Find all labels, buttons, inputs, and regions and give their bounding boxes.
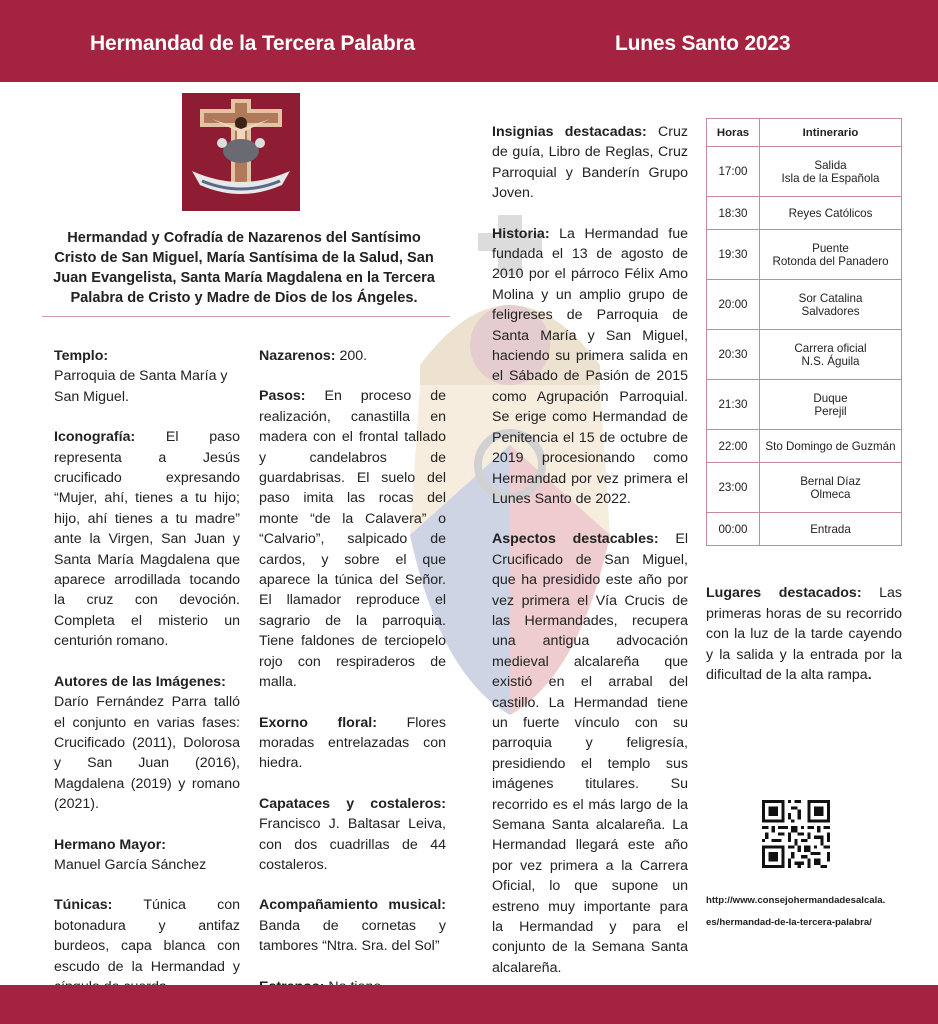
- table-row: [707, 280, 902, 330]
- brotherhood-title: Hermandad de la Tercera Palabra: [90, 32, 415, 55]
- place-line-2: Rotonda del Panadero: [772, 254, 889, 268]
- place-line-1: Sto Domingo de Guzmán: [765, 439, 896, 453]
- row-place: [760, 430, 902, 463]
- tunicas-text: Túnica con botonadura y antifaz burdeos, capa blanca con escudo de la Hermandad y: [54, 897, 240, 975]
- place-line-1: Puente: [812, 241, 849, 255]
- lugares-label: Lugares destacados:: [706, 585, 862, 601]
- place-line-1: Reyes Católicos: [788, 206, 873, 220]
- place-line-2: Salvadores: [801, 304, 860, 318]
- capataces-label: Capataces y costaleros:: [259, 795, 446, 812]
- day-title: Lunes Santo 2023: [615, 32, 791, 55]
- nazarenos-label: Nazarenos:: [259, 348, 336, 364]
- row-time: 20:30: [707, 330, 760, 380]
- table-row: [707, 147, 902, 197]
- row-place: [760, 147, 902, 197]
- place-line-1: Sor Catalina: [798, 291, 863, 305]
- place-line-1: Entrada: [810, 522, 851, 536]
- lugares-end: .: [867, 667, 872, 684]
- website-url[interactable]: [706, 890, 906, 934]
- acompanamiento-text: Banda de cornetas y tambores “Ntra. Sra. del Sol”: [259, 917, 446, 955]
- place-line-2: Olmeca: [810, 487, 851, 501]
- itinerary-header-row: [707, 119, 902, 147]
- tunicas-label: Túnicas:: [54, 897, 113, 914]
- row-place: [760, 463, 902, 513]
- table-row: [707, 513, 902, 546]
- acompanamiento-label: Acompañamiento musical:: [259, 897, 446, 914]
- row-place: [760, 330, 902, 380]
- header-horas: Horas: [707, 119, 760, 147]
- insignias-label: Insignias destacadas:: [492, 124, 647, 140]
- table-row: [707, 197, 902, 230]
- autores-text: Darío Fernández Parra talló el conjunto en varias fases: Crucificado (2011), Dolorosa y San Juan (2016), Magdalena (2019) y romano (2021).: [54, 694, 240, 813]
- exorno-text: Flores moradas entrelazadas con hiedra.: [259, 714, 446, 772]
- header-bar: [0, 0, 938, 82]
- table-row: [707, 230, 902, 280]
- place-line-1: Bernal Díaz: [800, 474, 861, 488]
- iconografia-label: Iconografía:: [54, 429, 136, 446]
- itinerary-table: [706, 118, 902, 546]
- url-line-1[interactable]: http://www.consejohermandadesalcala.: [706, 895, 886, 906]
- lugares-text: Las primeras horas de su recorrido con la luz de la tarde cayendo y la salida y la entrada por la dificultad de la alta rampa: [706, 585, 902, 684]
- place-line-1: Carrera oficial: [794, 341, 867, 355]
- footer-bar: [0, 985, 938, 1024]
- capataces-text: Francisco J. Baltasar Leiva, con dos cuadrillas de 44 costaleros.: [259, 816, 446, 873]
- historia-label: Historia:: [492, 225, 550, 242]
- column-2: [259, 346, 446, 1017]
- nazarenos-text: 200.: [339, 348, 368, 364]
- row-time: 23:00: [707, 463, 760, 513]
- divider: [42, 316, 450, 317]
- hermano-mayor-label: Hermano Mayor:: [54, 836, 166, 853]
- hermano-mayor-text: Manuel García Sánchez: [54, 856, 207, 873]
- row-place: [760, 280, 902, 330]
- place-line-2: N.S. Águila: [801, 354, 860, 368]
- row-time: 20:00: [707, 280, 760, 330]
- pasos-label: Pasos:: [259, 388, 306, 405]
- place-line-1: Salida: [814, 158, 847, 172]
- table-row: [707, 380, 902, 430]
- exorno-label: Exorno floral:: [259, 714, 377, 731]
- iconografia-text: El paso representa a Jesús crucificado expresando “Mujer, ahí, tienes a tu hijo; hijo, ahí tienes a tu madre” ante la Virgen, San Juan y Santa María Magdalena que aparece arrodillada tocando la cruz con devoción. Completa el misterio un centurión romano.: [54, 429, 240, 650]
- lugares-destacados: [706, 583, 902, 686]
- row-time: 21:30: [707, 380, 760, 430]
- row-time: 19:30: [707, 230, 760, 280]
- table-row: [707, 430, 902, 463]
- row-time: 00:00: [707, 513, 760, 546]
- qr-code-icon[interactable]: [762, 800, 830, 868]
- column-3: [492, 122, 688, 998]
- crucifix-emblem-icon: [182, 93, 300, 211]
- brotherhood-full-name: Hermandad y Cofradía de Nazarenos del Santísimo Cristo de San Miguel, María Santísima de la Salud, San Juan Evangelista, Santa María Magdalena en la Tercera Palabra de Cristo y Madre de Dios de los Ángeles.: [53, 230, 435, 306]
- templo-text: Parroquia de Santa María y San Miguel.: [54, 368, 228, 405]
- place-line-2: Isla de la Española: [781, 171, 880, 185]
- aspectos-label: Aspectos destacables:: [492, 531, 659, 548]
- place-line-1: Duque: [813, 391, 848, 405]
- row-place: [760, 380, 902, 430]
- templo-label: Templo:: [54, 348, 109, 364]
- pasos-text: En proceso de realización, canastilla en madera con el frontal tallado y candelabros de guardabrisas. El suelo del paso imita las rocas del monte “de la Calavera” o “Calvario”, salpicado de cardos, y sobre el que aparece la túnica del Señor. El llamador reproduce el sagrario de la parroquia. Tiene faldones de terciopelo rojo con respiraderos de malla.: [259, 388, 446, 691]
- insignias-text: Cruz de guía, Libro de Reglas, Cruz Parroquial y Banderín Grupo Joven.: [492, 124, 688, 202]
- row-time: 17:00: [707, 147, 760, 197]
- row-place: [760, 230, 902, 280]
- table-row: [707, 463, 902, 513]
- historia-text: La Hermandad fue fundada el 13 de agosto de 2010 por el párroco Félix Amo Molina y un amplio grupo de feligreses de Parroquia de Santa María y San Miguel, haciendo su primera salida en el Sábado de Pasión de 2015 como Agrupación Parroquial. Se erige como Hermandad de Penitencia el 15 de octubre de 2019 procesionando como Hermandad por vez primera el Lunes Santo de 2022.: [492, 225, 688, 507]
- column-1: [54, 346, 240, 1017]
- row-time: 22:00: [707, 430, 760, 463]
- header-itinerario: Intinerario: [760, 119, 902, 147]
- aspectos-text: El Crucificado de San Miguel, que ha presidido este año por vez primera el Vía Crucis de las Hermandades, recupera una antigua advocación medieval alcalareña que existió en el arrabal del castillo. La Hermandad tiene un fuerte vínculo con su parroquia y feligresía, presidiendo el templo sus imágenes titulares. Su recorrido es el más largo de la Semana Santa alcalareña. La Hermandad llegará este año por vez primera a la Carrera Oficial, lo que supone un estreno muy importante para la Hermandad y para el conjunto de la Semana Santa alcalareña.: [492, 531, 688, 976]
- place-line-2: Perejil: [814, 404, 847, 418]
- url-line-2[interactable]: es/hermandad-de-la-tercera-palabra/: [706, 917, 872, 928]
- row-place: [760, 197, 902, 230]
- autores-label: Autores de las Imágenes:: [54, 673, 226, 690]
- table-row: [707, 330, 902, 380]
- row-place: [760, 513, 902, 546]
- row-time: 18:30: [707, 197, 760, 230]
